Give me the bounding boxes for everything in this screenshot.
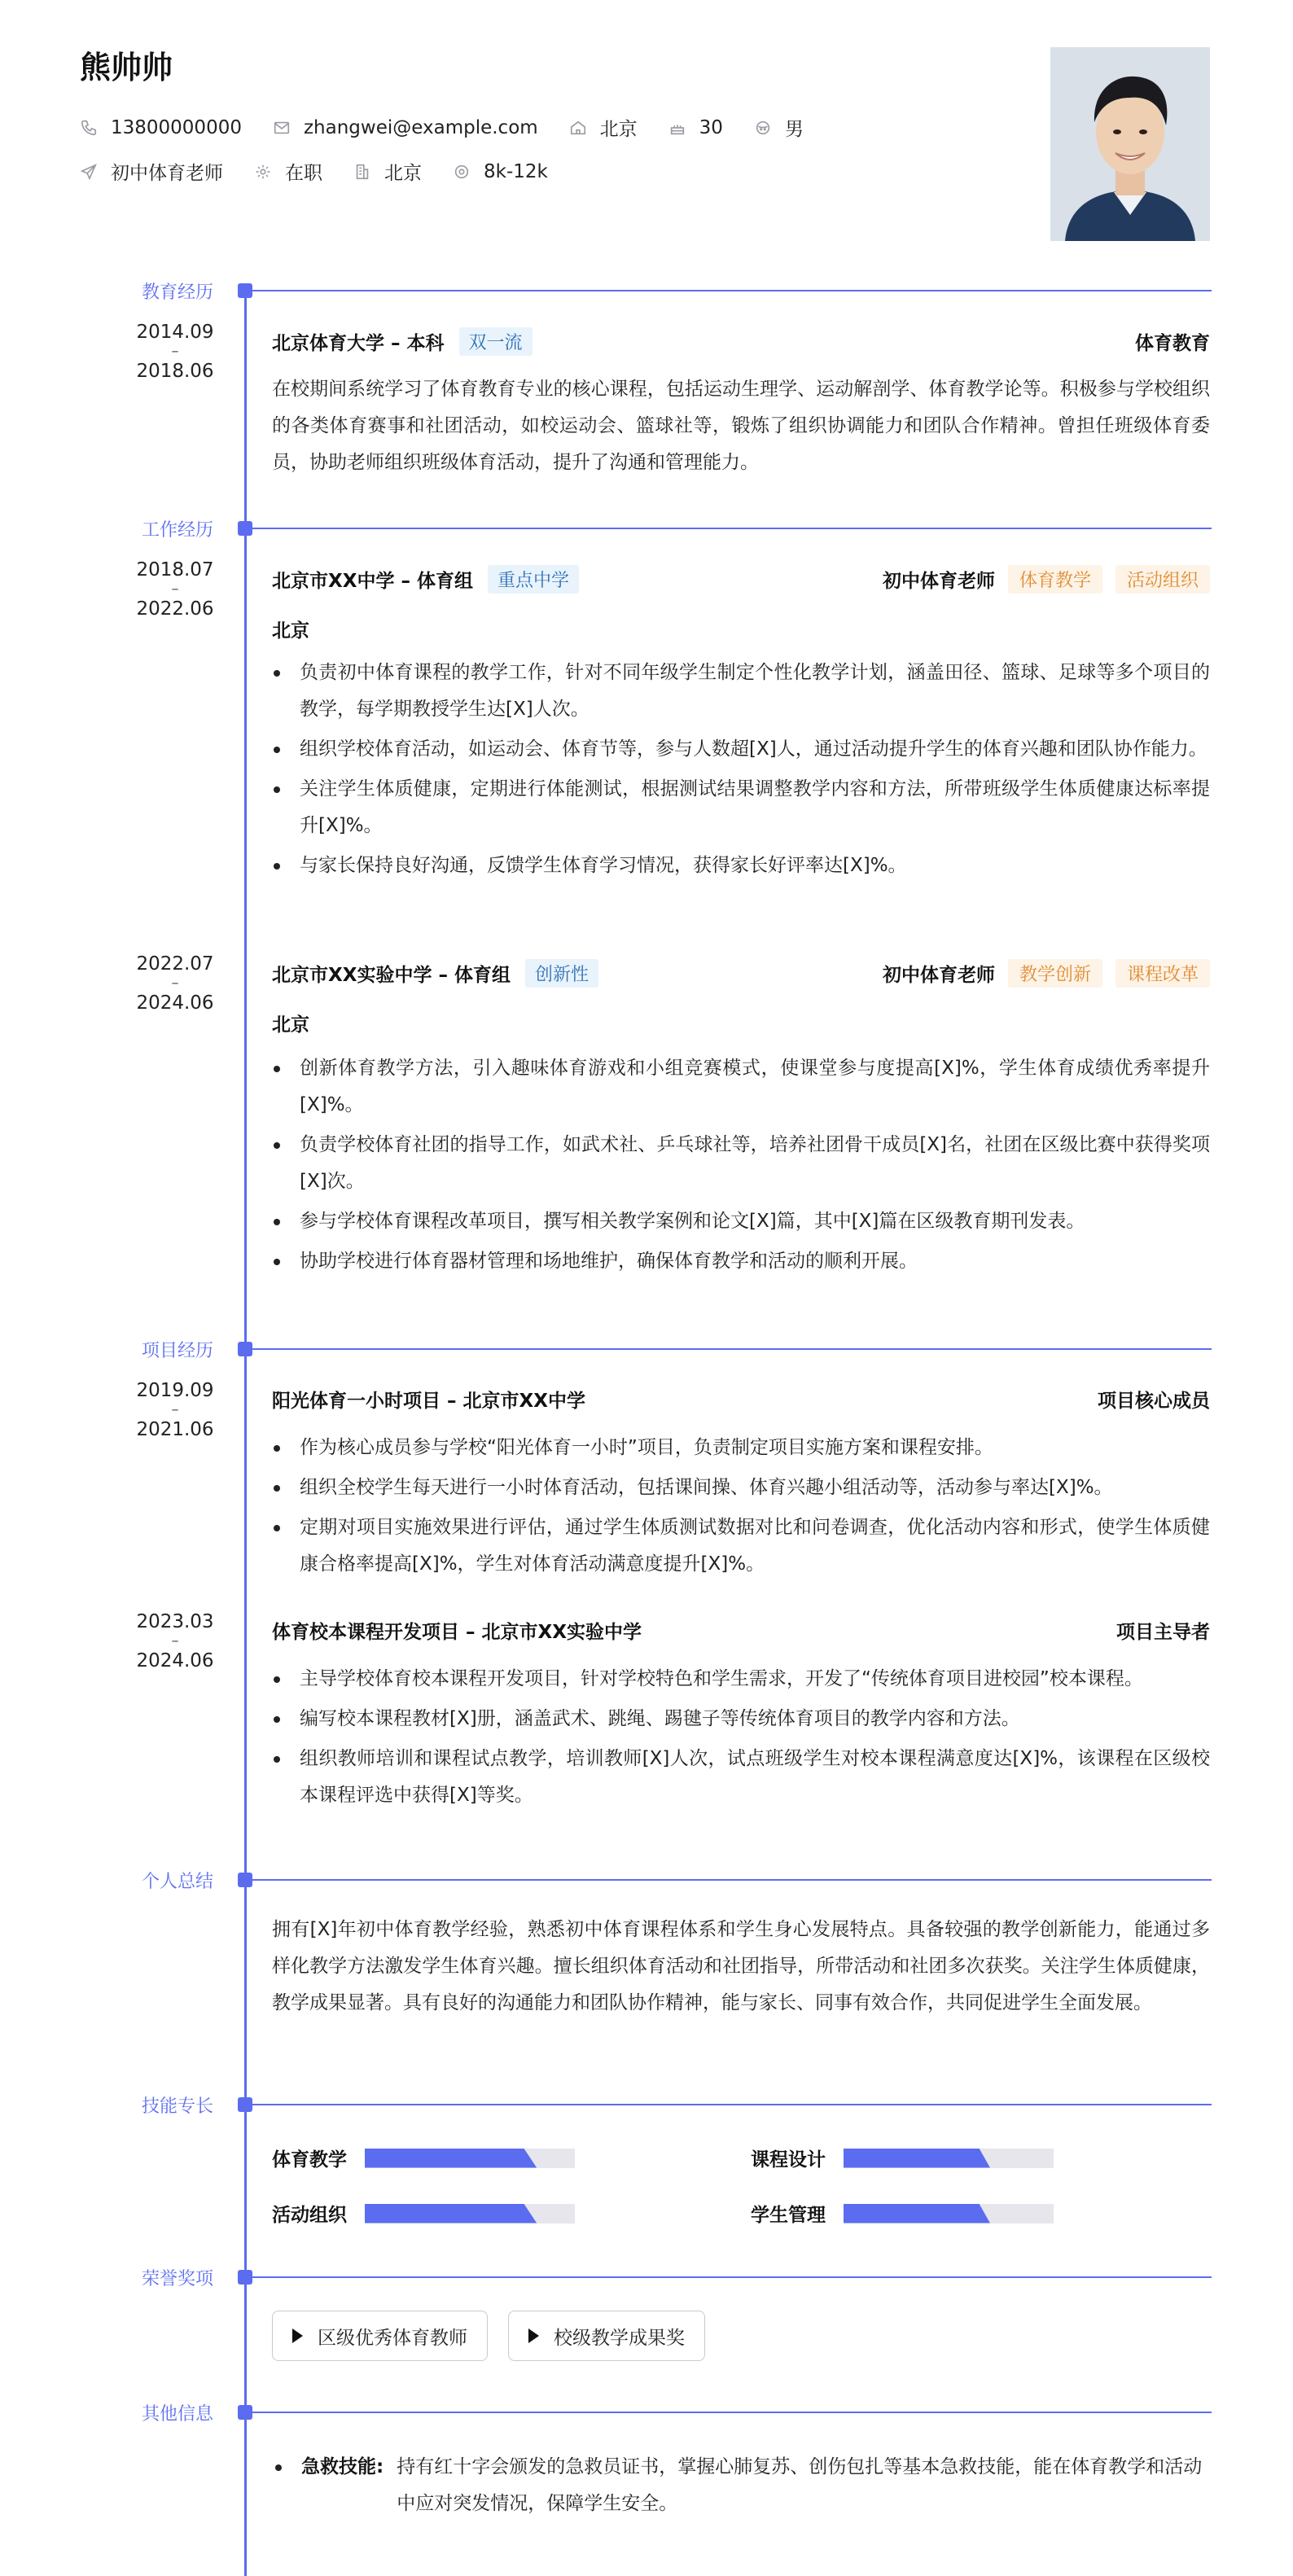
list-item: 参与学校体育课程改革项目，撰写相关教学案例和论文[X]篇，其中[X]篇在区级教育期刊发表。	[272, 1203, 1210, 1240]
building-icon	[353, 163, 371, 181]
job-city: 北京	[353, 158, 422, 185]
major: 体育教育	[1135, 333, 1210, 354]
skill-bar	[365, 2204, 575, 2223]
work-date: 2022.07 – 2024.06	[136, 953, 214, 1014]
project-role: 项目主导者	[1116, 1622, 1210, 1643]
skill-item	[751, 2144, 1054, 2171]
section-divider	[244, 1879, 1212, 1881]
list-item: 负责初中体育课程的教学工作，针对不同年级学生制定个性化教学计划，涵盖田径、篮球、足球等多个项目的教学，每学期教授学生达[X]人次。	[272, 655, 1210, 728]
project-name: 体育校本课程开发项目 – 北京市XX实验中学	[272, 1622, 642, 1643]
skill-bar	[365, 2149, 575, 2168]
work-city: 北京	[272, 1014, 309, 1036]
phone-icon	[80, 119, 98, 137]
award-item: 区级优秀体育教师	[272, 2311, 488, 2361]
job-row	[80, 158, 579, 185]
section-title-project: 项目经历	[141, 1341, 213, 1361]
contact-age: 30	[668, 117, 723, 138]
section-marker	[238, 283, 252, 298]
section-marker	[238, 2097, 252, 2112]
company-name: 北京市XX实验中学 – 体育组	[272, 965, 511, 986]
section-divider	[244, 2276, 1212, 2278]
play-icon	[292, 2328, 303, 2343]
list-item: 组织学校体育活动，如运动会、体育节等，参与人数超[X]人，通过活动提升学生的体育兴趣和团队协作能力。	[272, 731, 1210, 768]
project-name: 阳光体育一小时项目 – 北京市XX中学	[272, 1391, 585, 1412]
skill-bar-fill	[844, 2204, 1002, 2223]
job-tag: 体育教学	[1008, 565, 1102, 594]
project-bullets	[272, 1661, 1210, 1817]
skill-label: 体育教学	[272, 2149, 347, 2171]
section-divider	[244, 1348, 1212, 1350]
skill-item	[751, 2200, 1054, 2227]
other-info-value: 持有红十字会颁发的急救员证书，掌握心肺复苏、创伤包扎等基本急救技能，能在体育教学和活动中应对突发情况，保障学生安全。	[397, 2456, 1203, 2514]
school-name: 北京体育大学 – 本科	[272, 333, 445, 354]
list-item: 负责学校体育社团的指导工作，如武术社、乒乓球社等，培养社团骨干成员[X]名，社团在区级比赛中获得奖项[X]次。	[272, 1127, 1210, 1200]
section-divider	[244, 528, 1212, 529]
section-divider	[244, 2412, 1212, 2413]
contact-email: zhangwei@example.com	[273, 117, 538, 138]
play-icon	[528, 2328, 539, 2343]
skill-bar	[844, 2149, 1054, 2168]
job-status: 在职	[254, 158, 322, 185]
section-title-summary: 个人总结	[141, 1872, 213, 1892]
project-date: 2023.03 – 2024.06	[136, 1611, 214, 1671]
company-tag: 创新性	[525, 959, 598, 988]
project-header	[272, 1617, 1210, 1644]
home-icon	[569, 119, 587, 137]
section-title-skills: 技能专长	[141, 2096, 213, 2117]
list-item: 关注学生体质健康，定期进行体能测试，根据测试结果调整教学内容和方法，所带班级学生体质健康达标率提升[X]%。	[272, 771, 1210, 844]
project-header	[272, 1386, 1210, 1413]
skill-item	[272, 2144, 575, 2171]
project-role: 项目核心成员	[1098, 1391, 1210, 1412]
work-date: 2018.07 – 2022.06	[136, 559, 214, 620]
work-header	[272, 959, 1210, 988]
candidate-name: 熊帅帅	[80, 50, 173, 85]
job-salary: 8k-12k	[453, 161, 548, 182]
job-tag: 活动组织	[1115, 565, 1210, 594]
section-title-other: 其他信息	[141, 2404, 213, 2425]
skill-item	[272, 2200, 575, 2227]
contact-gender: 男	[754, 114, 804, 141]
company-name: 北京市XX中学 – 体育组	[272, 571, 473, 592]
job-role: 初中体育老师	[882, 571, 995, 592]
education-description: 在校期间系统学习了体育教育专业的核心课程，包括运动生理学、运动解剖学、体育教学论等。积极参与学校组织的各类体育赛事和社团活动，如校运动会、篮球社等，锻炼了组织协调能力和团队合作精神。曾担任班级体育委员，协助老师组织班级体育活动，提升了沟通和管理能力。	[272, 379, 1210, 473]
list-item: 与家长保持良好沟通，反馈学生体育学习情况，获得家长好评率达[X]%。	[272, 848, 1210, 884]
job-tag: 教学创新	[1008, 959, 1102, 988]
skill-label: 课程设计	[751, 2149, 826, 2171]
coin-icon	[453, 163, 471, 181]
award-item: 校级教学成果奖	[508, 2311, 705, 2361]
section-marker	[238, 2270, 252, 2285]
list-item: 定期对项目实施效果进行评估，通过学生体质测试数据对比和问卷调查，优化活动内容和形式，使学生体质健康合格率提高[X]%，学生对体育活动满意度提升[X]%。	[272, 1509, 1210, 1583]
contact-city: 北京	[569, 114, 638, 141]
section-title-honors: 荣誉奖项	[141, 2269, 213, 2289]
work-header	[272, 565, 1210, 594]
avatar	[1050, 47, 1210, 241]
other-info-item	[272, 2449, 1210, 2522]
work-bullets	[272, 1050, 1210, 1283]
timeline-axis	[244, 290, 247, 2576]
job-target: 初中体育老师	[80, 158, 223, 185]
cake-icon	[668, 119, 686, 137]
skill-label: 学生管理	[751, 2205, 826, 2226]
section-title-education: 教育经历	[141, 283, 213, 303]
status-icon	[254, 163, 272, 181]
education-header	[272, 327, 1210, 356]
contact-row	[80, 114, 835, 141]
skill-bar-fill	[844, 2149, 1002, 2168]
send-icon	[80, 163, 98, 181]
work-city: 北京	[272, 620, 309, 642]
summary-text: 拥有[X]年初中体育教学经验，熟悉初中体育课程体系和学生身心发展特点。具备较强的教学创新能力，能通过多样化教学方法激发学生体育兴趣。擅长组织体育活动和社团指导，所带活动和社团多次获奖。关注学生体质健康，教学成果显著。具有良好的沟通能力和团队协作精神，能与家长、同事有效合作，共同促进学生全面发展。	[272, 1919, 1210, 2013]
job-role: 初中体育老师	[882, 965, 995, 986]
other-info-key: 急救技能:	[301, 2456, 384, 2477]
skill-bar-fill	[365, 2204, 550, 2223]
gender-icon	[754, 119, 772, 137]
section-marker	[238, 2405, 252, 2420]
school-tag: 双一流	[459, 327, 533, 356]
project-bullets	[272, 1430, 1210, 1586]
project-date: 2019.09 – 2021.06	[136, 1380, 214, 1440]
skill-label: 活动组织	[272, 2205, 347, 2226]
section-marker	[238, 521, 252, 536]
skill-bar	[844, 2204, 1054, 2223]
list-item: 组织全校学生每天进行一小时体育活动，包括课间操、体育兴趣小组活动等，活动参与率达[X]%。	[272, 1470, 1210, 1506]
list-item: 主导学校体育校本课程开发项目，针对学校特色和学生需求，开发了“传统体育项目进校园”校本课程。	[272, 1661, 1210, 1698]
section-title-work: 工作经历	[141, 520, 213, 541]
list-item: 组织教师培训和课程试点教学，培训教师[X]人次，试点班级学生对校本课程满意度达[X]%，该课程在区级校本课程评选中获得[X]等奖。	[272, 1741, 1210, 1814]
section-marker	[238, 1873, 252, 1887]
list-item: 创新体育教学方法，引入趣味体育游戏和小组竞赛模式，使课堂参与度提高[X]%，学生体育成绩优秀率提升[X]%。	[272, 1050, 1210, 1124]
list-item: 协助学校进行体育器材管理和场地维护，确保体育教学和活动的顺利开展。	[272, 1243, 1210, 1280]
list-item: 编写校本课程教材[X]册，涵盖武术、跳绳、踢毽子等传统体育项目的教学内容和方法。	[272, 1701, 1210, 1737]
work-bullets	[272, 655, 1210, 887]
list-item: 作为核心成员参与学校“阳光体育一小时”项目，负责制定项目实施方案和课程安排。	[272, 1430, 1210, 1466]
section-marker	[238, 1342, 252, 1356]
job-tag: 课程改革	[1115, 959, 1210, 988]
mail-icon	[273, 119, 291, 137]
section-divider	[244, 290, 1212, 291]
section-divider	[244, 2104, 1212, 2105]
bullet-dot	[275, 2464, 282, 2471]
skill-bar-fill	[365, 2149, 550, 2168]
company-tag: 重点中学	[488, 565, 579, 594]
contact-phone: 13800000000	[80, 117, 242, 138]
education-date: 2014.09 – 2018.06	[136, 322, 214, 382]
